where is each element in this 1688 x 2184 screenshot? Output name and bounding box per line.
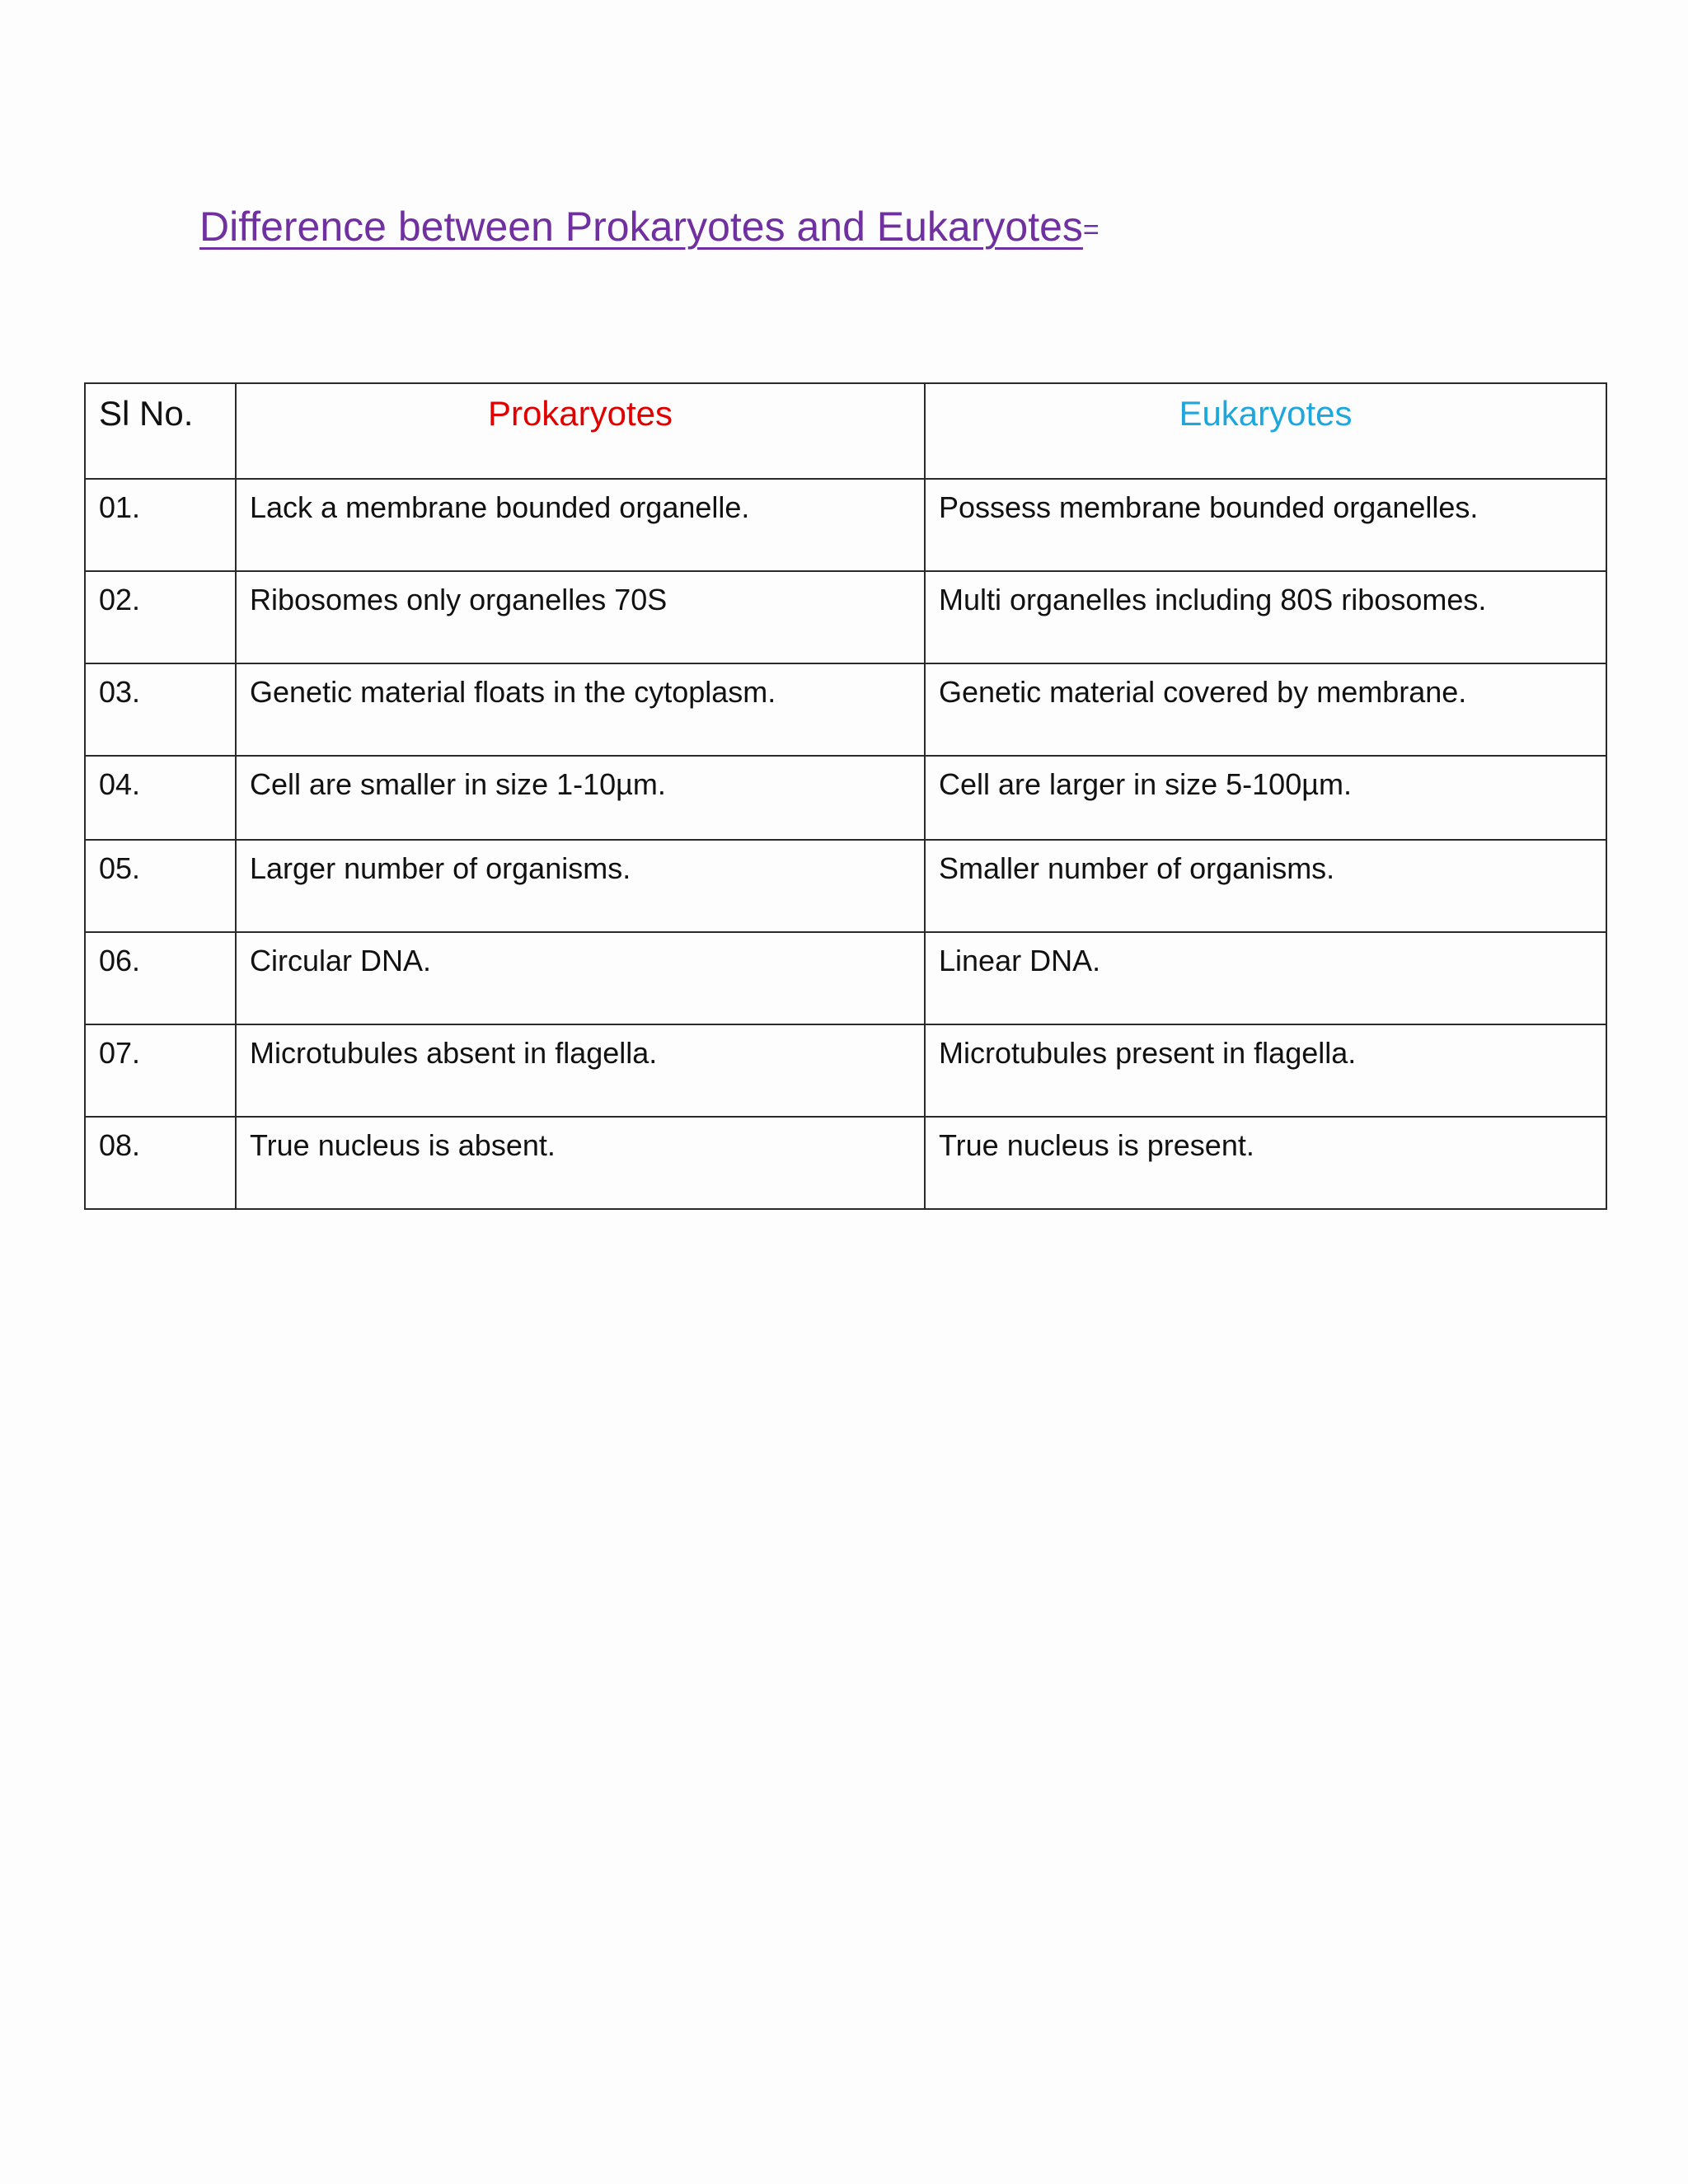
cell-prokaryotes: Microtubules absent in flagella.: [236, 1024, 925, 1117]
table-row: [85, 479, 1606, 571]
table-row: [85, 840, 1606, 932]
table-row: [85, 571, 1606, 663]
header-prokaryotes: Prokaryotes: [236, 383, 925, 479]
cell-sl: 01.: [85, 479, 236, 571]
comparison-table: [84, 382, 1607, 1210]
cell-prokaryotes: Lack a membrane bounded organelle.: [236, 479, 925, 571]
cell-prokaryotes: Genetic material floats in the cytoplasm.: [236, 663, 925, 756]
cell-sl: 06.: [85, 932, 236, 1024]
table-row: [85, 756, 1606, 840]
cell-prokaryotes: True nucleus is absent.: [236, 1117, 925, 1209]
table-header-row: [85, 383, 1606, 479]
cell-eukaryotes: Possess membrane bounded organelles.: [925, 479, 1606, 571]
table-row: [85, 663, 1606, 756]
cell-sl: 05.: [85, 840, 236, 932]
cell-eukaryotes: True nucleus is present.: [925, 1117, 1606, 1209]
table-row: [85, 1117, 1606, 1209]
table-row: [85, 932, 1606, 1024]
cell-prokaryotes: Cell are smaller in size 1-10µm.: [236, 756, 925, 840]
cell-sl: 03.: [85, 663, 236, 756]
cell-prokaryotes: Circular DNA.: [236, 932, 925, 1024]
cell-sl: 04.: [85, 756, 236, 840]
title-text: Difference between Prokaryotes and Eukaryotes: [199, 204, 1083, 250]
cell-eukaryotes: Linear DNA.: [925, 932, 1606, 1024]
table-row: [85, 1024, 1606, 1117]
cell-eukaryotes: Cell are larger in size 5-100µm.: [925, 756, 1606, 840]
cell-prokaryotes: Ribosomes only organelles 70S: [236, 571, 925, 663]
cell-sl: 08.: [85, 1117, 236, 1209]
header-sl-no: Sl No.: [85, 383, 236, 479]
cell-eukaryotes: Multi organelles including 80S ribosomes.: [925, 571, 1606, 663]
cell-sl: 02.: [85, 571, 236, 663]
cell-prokaryotes: Larger number of organisms.: [236, 840, 925, 932]
header-eukaryotes: Eukaryotes: [925, 383, 1606, 479]
cell-eukaryotes: Microtubules present in flagella.: [925, 1024, 1606, 1117]
cell-eukaryotes: Smaller number of organisms.: [925, 840, 1606, 932]
title-suffix: =: [1082, 214, 1100, 246]
cell-eukaryotes: Genetic material covered by membrane.: [925, 663, 1606, 756]
cell-sl: 07.: [85, 1024, 236, 1117]
page-title: [199, 198, 1100, 260]
